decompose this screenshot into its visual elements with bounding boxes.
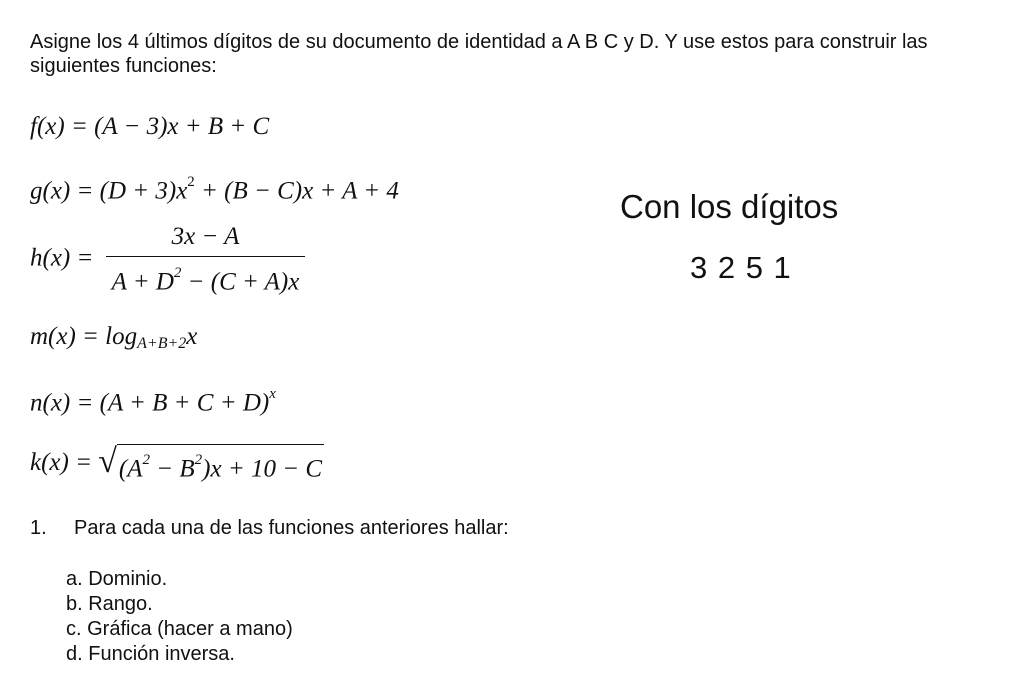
formula-k-radicand-c: )x + 10 − C [202,455,322,483]
formula-h-lhs: h(x) = [30,244,94,272]
formula-m-log: log [105,323,138,350]
formula-m-base: A+B+2 [137,335,187,352]
formula-h-denominator-a: A + D [111,268,174,296]
formula-g [30,170,399,206]
formula-h-numerator: 3x − A [106,222,306,257]
formula-k [30,444,324,484]
formula-k-lhs: k(x) = [30,448,92,476]
formula-n-exponent: x [269,386,276,402]
subitem-funcion-inversa: d. Función inversa. [66,643,235,665]
formula-g-lhs: g(x) = [30,177,94,205]
formula-k-radicand [117,444,324,484]
formula-g-exponent: 2 [187,174,195,190]
formula-m [30,322,197,355]
formula-h-fraction [106,222,306,297]
formula-n-rhs: (A + B + C + D) [99,389,270,417]
formula-m-lhs: m(x) = [30,323,99,350]
subitem-dominio: a. Dominio. [66,568,168,590]
formula-n [30,382,276,418]
formula-f-rhs: (A − 3)x + B + C [94,113,270,140]
formula-k-radicand-b: − B [150,455,195,483]
formula-k-sqrt [98,444,324,484]
question-text: Para cada una de las funciones anteriores hallar: [74,517,509,539]
subitem-rango: b. Rango. [66,593,153,615]
formula-h-denominator-b: − (C + A)x [181,268,300,296]
subitem-grafica: c. Gráfica (hacer a mano) [66,618,293,640]
formula-g-rhs-a: (D + 3)x [99,177,188,205]
digits-value: 3 2 5 1 [690,250,792,285]
formula-g-rhs-b: + (B − C)x + A + 4 [194,177,399,205]
subitem-list [66,567,293,667]
question-number: 1. [30,517,47,539]
formula-h-exponent: 2 [173,265,182,281]
formula-h [30,222,305,297]
question-1 [30,517,509,540]
square-root-icon: √ [98,443,117,481]
formula-f [30,112,269,142]
formula-f-lhs: f(x) = [30,113,88,140]
formula-n-lhs: n(x) = [30,389,94,417]
formula-k-exponent-1: 2 [142,452,150,468]
digits-title: Con los dígitos [620,188,839,225]
formula-k-radicand-a: (A [118,455,143,483]
formula-k-exponent-2: 2 [194,452,203,468]
instructions-text: Asigne los 4 últimos dígitos de su documento de identidad a A B C y D. Y use estos para construir las siguientes funciones: [30,31,928,77]
formula-h-denominator [106,257,306,297]
formula-m-arg: x [186,323,198,350]
